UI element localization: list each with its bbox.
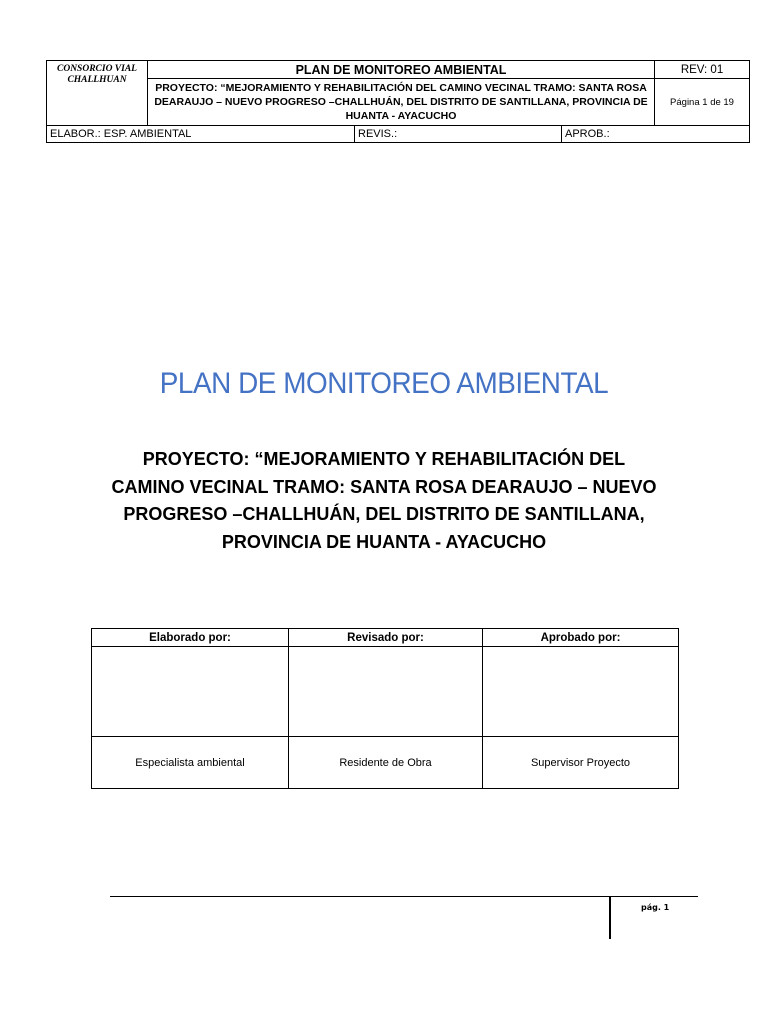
revision-number: REV: 01 — [655, 61, 750, 79]
footer-page-number: pág. 1 — [641, 903, 670, 912]
approved-role: Supervisor Proyecto — [483, 737, 679, 789]
header-project: PROYECTO: “MEJORAMIENTO Y REHABILITACIÓN DEL CAMINO VECINAL TRAMO: SANTA ROSA DEARAUJO – NUEVO PROGRESO –CHALLHUÁN, DEL DISTRITO DE SANTILLANA, PROVINCIA DE HUANTA - AYACUCHO — [148, 79, 655, 126]
elaborated-signature-box — [92, 647, 289, 737]
footer-vertical-bar — [609, 897, 611, 939]
reviewed-by-header: Revisado por: — [289, 629, 483, 647]
reviewed-role: Residente de Obra — [289, 737, 483, 789]
company-name: CONSORCIO VIAL CHALLHUAN — [47, 61, 148, 126]
elaborated-by-header: Elaborado por: — [92, 629, 289, 647]
project-description: PROYECTO: “MEJORAMIENTO Y REHABILITACIÓN DEL CAMINO VECINAL TRAMO: SANTA ROSA DEARAUJO – NUEVO PROGRESO –CHALLHUÁN, DEL DISTRITO DE SANTILLANA, PROVINCIA DE HUANTA - AYACUCHO — [111, 449, 657, 552]
document-header-table — [46, 60, 750, 143]
approved-by-field: APROB.: — [562, 126, 750, 143]
approved-signature-box — [483, 647, 679, 737]
signature-table — [91, 628, 679, 789]
document-title: PLAN DE MONITOREO AMBIENTAL — [159, 367, 609, 400]
approved-by-header: Aprobado por: — [483, 629, 679, 647]
reviewed-signature-box — [289, 647, 483, 737]
page-count: Página 1 de 19 — [655, 79, 750, 126]
elaborated-by-field: ELABOR.: ESP. AMBIENTAL — [47, 126, 355, 143]
header-title: PLAN DE MONITOREO AMBIENTAL — [148, 61, 655, 79]
reviewed-by-field: REVIS.: — [355, 126, 562, 143]
elaborated-role: Especialista ambiental — [92, 737, 289, 789]
